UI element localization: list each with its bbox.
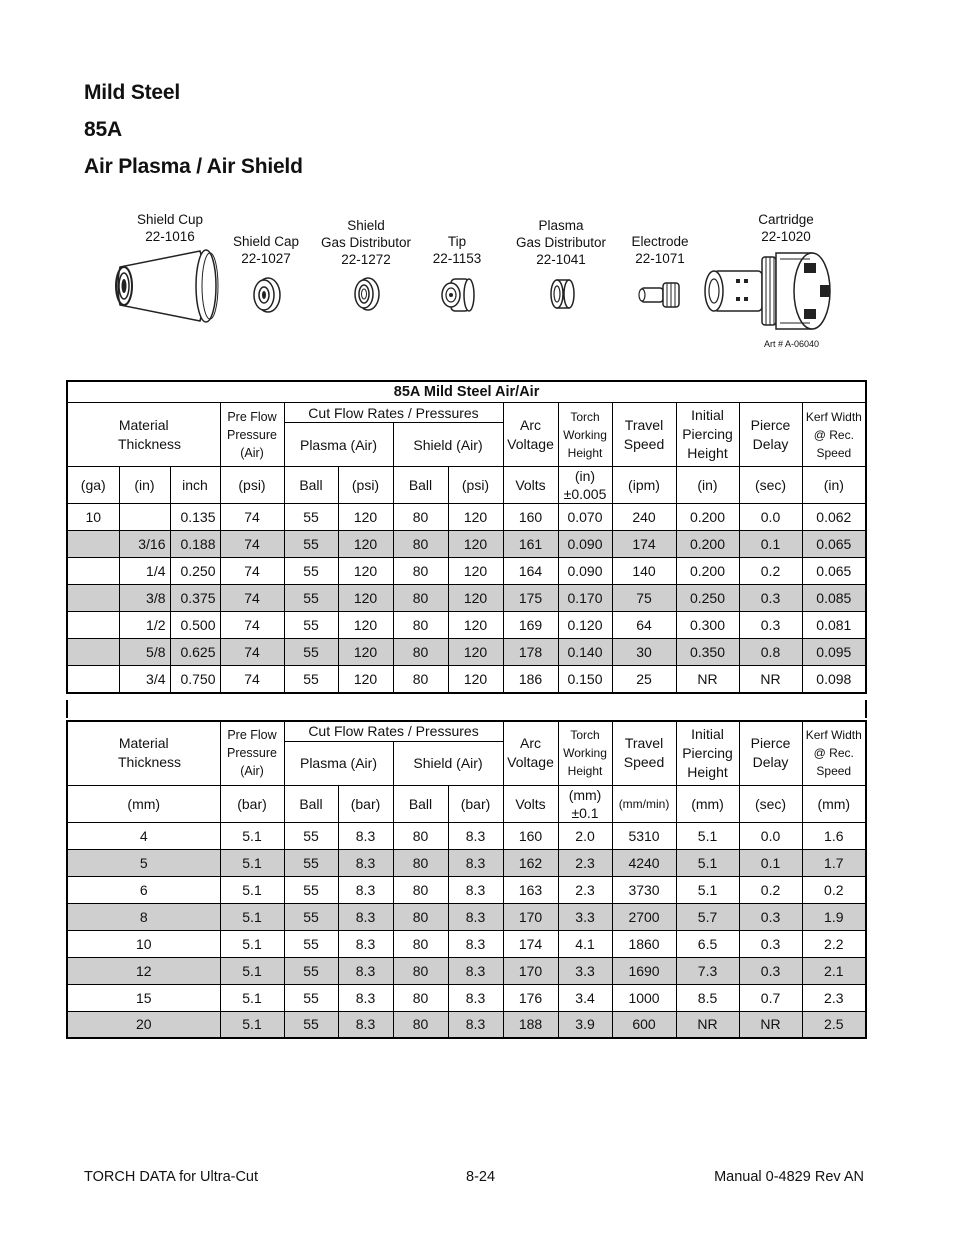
table-row — [67, 984, 866, 1011]
table-cell: 120 — [338, 639, 393, 666]
table-row — [67, 957, 866, 984]
table-cell: 175 — [503, 585, 558, 612]
shield-gas-distributor-image — [346, 274, 386, 314]
table-cell: 55 — [284, 585, 338, 612]
cut-flow-header: Cut Flow Rates / Pressures — [284, 403, 503, 423]
table-cell: 5 — [67, 849, 220, 876]
unit-cell: (mm) — [67, 785, 220, 822]
table-cell: 2.3 — [558, 876, 612, 903]
part-cartridge — [736, 211, 836, 245]
table-cell: 120 — [448, 639, 503, 666]
page-title-gas: Air Plasma / Air Shield — [84, 155, 303, 178]
table-cell: 3.3 — [558, 957, 612, 984]
table-cell: 4.1 — [558, 930, 612, 957]
table-cell: 80 — [393, 612, 448, 639]
unit-cell: (psi) — [448, 467, 503, 504]
table-cell: 120 — [448, 558, 503, 585]
table-cell: 3/4 — [119, 666, 170, 693]
table-cell: 7.3 — [676, 957, 739, 984]
table-cell: 6 — [67, 876, 220, 903]
part-number: 22-1071 — [635, 251, 685, 266]
table-cell: 74 — [220, 504, 284, 531]
table-cell: 8.3 — [338, 1011, 393, 1038]
table-cell: 0.3 — [739, 903, 802, 930]
table-cell: 0.2 — [739, 558, 802, 585]
table-cell: 8 — [67, 903, 220, 930]
table-row — [67, 849, 866, 876]
table-row — [67, 1011, 866, 1038]
table-cell: 0.750 — [170, 666, 220, 693]
unit-cell: (in) ±0.005 — [558, 467, 612, 504]
unit-cell: Ball — [284, 785, 338, 822]
unit-cell: (mm/min) — [612, 785, 676, 822]
table-cell: 64 — [612, 612, 676, 639]
table-cell: 120 — [448, 531, 503, 558]
table-cell: 0.188 — [170, 531, 220, 558]
table-cell: 74 — [220, 639, 284, 666]
material-thickness-header: Material Thickness — [67, 721, 220, 785]
table-cell: 55 — [284, 849, 338, 876]
unit-cell: Volts — [503, 785, 558, 822]
part-number: 22-1041 — [536, 252, 586, 267]
table-cell: 0.3 — [739, 612, 802, 639]
table-cell: 0.8 — [739, 639, 802, 666]
table-cell: 74 — [220, 666, 284, 693]
table-cell: 74 — [220, 531, 284, 558]
kerf-header: Kerf Width @ Rec. Speed — [802, 403, 866, 467]
unit-cell: (bar) — [220, 785, 284, 822]
shield-header: Shield (Air) — [393, 741, 503, 785]
table-cell: 55 — [284, 984, 338, 1011]
unit-cell: (bar) — [338, 785, 393, 822]
table-row — [67, 504, 866, 531]
table-cell: NR — [739, 666, 802, 693]
table-cell: 0.170 — [558, 585, 612, 612]
table-cell — [67, 558, 119, 585]
table-cell: 0.120 — [558, 612, 612, 639]
table-cell: 80 — [393, 876, 448, 903]
unit-cell: Ball — [393, 467, 448, 504]
table-cell: 170 — [503, 957, 558, 984]
table-cell: 12 — [67, 957, 220, 984]
part-name: Tip — [447, 234, 467, 249]
table-cell: 8.3 — [338, 849, 393, 876]
table-cell: 80 — [393, 849, 448, 876]
table-cell: 2.0 — [558, 822, 612, 849]
table-cell: 20 — [67, 1011, 220, 1038]
table-cell: 1/2 — [119, 612, 170, 639]
table-cell: 55 — [284, 1011, 338, 1038]
table-cell: 8.3 — [448, 1011, 503, 1038]
table-cell: 5.1 — [220, 1011, 284, 1038]
part-name: Shield Cap — [232, 234, 300, 249]
table-cell: 55 — [284, 504, 338, 531]
table-cell: 0.350 — [676, 639, 739, 666]
table-cell: 2.1 — [802, 957, 866, 984]
table-cell: 1.7 — [802, 849, 866, 876]
table-cell: 8.3 — [448, 984, 503, 1011]
table-cell: 0.090 — [558, 531, 612, 558]
table-cell: 2700 — [612, 903, 676, 930]
table-cell: 120 — [338, 531, 393, 558]
part-shield-cap — [226, 233, 306, 315]
table-cell: 80 — [393, 984, 448, 1011]
table-cell: 0.0 — [739, 822, 802, 849]
table-row — [67, 930, 866, 957]
table-cell: 0.250 — [676, 585, 739, 612]
table-cell: 74 — [220, 612, 284, 639]
table-cell: 25 — [612, 666, 676, 693]
table-row — [67, 531, 866, 558]
table-cell: 80 — [393, 585, 448, 612]
table-cell: 163 — [503, 876, 558, 903]
electrode-image — [635, 275, 685, 315]
table-cell — [67, 531, 119, 558]
table-spacer — [66, 700, 867, 718]
table-cell: 0.065 — [802, 558, 866, 585]
table-cell: 162 — [503, 849, 558, 876]
table-cell: 120 — [338, 612, 393, 639]
table-cell: 10 — [67, 930, 220, 957]
initial-pierce-header: Initial Piercing Height — [676, 403, 739, 467]
footer-document-title: TORCH DATA for Ultra-Cut — [84, 1169, 259, 1185]
table-cell: 2.3 — [802, 984, 866, 1011]
table-cell: 5.1 — [220, 876, 284, 903]
torch-height-header: Torch Working Height — [558, 721, 612, 785]
table-cell: 178 — [503, 639, 558, 666]
table-cell: 5310 — [612, 822, 676, 849]
part-number: 22-1020 — [761, 229, 811, 244]
part-shield-cup — [100, 211, 240, 327]
table-cell: 0.3 — [739, 585, 802, 612]
table-cell: 1860 — [612, 930, 676, 957]
table-cell: 0.1 — [739, 531, 802, 558]
table-cell: 0.2 — [802, 876, 866, 903]
table-cell: 5.7 — [676, 903, 739, 930]
table-cell — [67, 666, 119, 693]
table-cell: 10 — [67, 504, 119, 531]
table-cell — [67, 585, 119, 612]
part-electrode — [622, 233, 698, 315]
table-cell: 80 — [393, 903, 448, 930]
table-cell: 0.500 — [170, 612, 220, 639]
table-cell: 8.3 — [448, 849, 503, 876]
table-cell: 0.098 — [802, 666, 866, 693]
table-cell: 55 — [284, 876, 338, 903]
pre-flow-header: Pre Flow Pressure (Air) — [220, 403, 284, 467]
table-row — [67, 903, 866, 930]
table-cell: 240 — [612, 504, 676, 531]
table-cell: 30 — [612, 639, 676, 666]
table-row — [67, 666, 866, 693]
table-cell: 5.1 — [220, 957, 284, 984]
table-cell: 8.3 — [448, 930, 503, 957]
table-cell: 8.5 — [676, 984, 739, 1011]
table-title: 85A Mild Steel Air/Air — [67, 381, 866, 403]
table-cell: 80 — [393, 639, 448, 666]
table-cell — [119, 504, 170, 531]
unit-cell: (mm) ±0.1 — [558, 785, 612, 822]
unit-cell: (ipm) — [612, 467, 676, 504]
table-cell — [67, 612, 119, 639]
table-cell: 75 — [612, 585, 676, 612]
table-cell: 3/8 — [119, 585, 170, 612]
table-cell: 0.0 — [739, 504, 802, 531]
table-cell: 0.200 — [676, 531, 739, 558]
table-cell: NR — [676, 1011, 739, 1038]
part-tip — [422, 233, 492, 315]
table-cell: 5.1 — [676, 849, 739, 876]
table-cell: 8.3 — [448, 876, 503, 903]
table-cell: 8.3 — [338, 876, 393, 903]
tip-image — [435, 275, 479, 315]
table-cell: 8.3 — [448, 957, 503, 984]
table-cell: 120 — [448, 612, 503, 639]
plasma-header: Plasma (Air) — [284, 741, 393, 785]
pierce-delay-header: Pierce Delay — [739, 721, 802, 785]
part-name: Shield Cup — [136, 212, 204, 227]
table-cell: 8.3 — [338, 822, 393, 849]
table-cell: 0.200 — [676, 504, 739, 531]
footer-page-number: 8-24 — [466, 1169, 496, 1185]
part-name: Shield Gas Distributor — [320, 218, 412, 250]
table-cell: 55 — [284, 558, 338, 585]
table-row — [67, 585, 866, 612]
table-cell: 3730 — [612, 876, 676, 903]
table-cell: 0.070 — [558, 504, 612, 531]
table-cell: 120 — [448, 585, 503, 612]
table-cell: 80 — [393, 957, 448, 984]
table-cell: 0.065 — [802, 531, 866, 558]
table-cell: 55 — [284, 612, 338, 639]
shield-cap-image — [246, 275, 286, 315]
table-cell: 0.1 — [739, 849, 802, 876]
table-cell: 8.3 — [338, 984, 393, 1011]
unit-cell: (mm) — [802, 785, 866, 822]
plasma-header: Plasma (Air) — [284, 423, 393, 467]
table-cell: 55 — [284, 666, 338, 693]
table-cell: 0.375 — [170, 585, 220, 612]
table-cell: 5.1 — [220, 822, 284, 849]
table-cell: 8.3 — [338, 930, 393, 957]
unit-cell: (in) — [676, 467, 739, 504]
table-cell: 160 — [503, 504, 558, 531]
table-cell: 3.4 — [558, 984, 612, 1011]
table-cell: 2.3 — [558, 849, 612, 876]
table-cell: 4 — [67, 822, 220, 849]
table-cell: 2.2 — [802, 930, 866, 957]
material-thickness-header: Material Thickness — [67, 403, 220, 467]
table-cell: 8.3 — [448, 822, 503, 849]
table-cell: 0.140 — [558, 639, 612, 666]
table-cell: 80 — [393, 1011, 448, 1038]
unit-cell: (mm) — [676, 785, 739, 822]
table-row — [67, 639, 866, 666]
pre-flow-header: Pre Flow Pressure (Air) — [220, 721, 284, 785]
unit-cell: (ga) — [67, 467, 119, 504]
part-number: 22-1272 — [341, 252, 391, 267]
table-cell: 55 — [284, 903, 338, 930]
table-cell: 55 — [284, 639, 338, 666]
travel-speed-header: Travel Speed — [612, 403, 676, 467]
footer-manual-number: Manual 0-4829 Rev AN — [714, 1169, 864, 1185]
table-cell: 80 — [393, 558, 448, 585]
table-cell: 80 — [393, 822, 448, 849]
table-cell: 5.1 — [220, 984, 284, 1011]
part-number: 22-1016 — [145, 229, 195, 244]
table-cell: 0.081 — [802, 612, 866, 639]
pierce-delay-header: Pierce Delay — [739, 403, 802, 467]
unit-cell: (psi) — [220, 467, 284, 504]
table-cell: 1690 — [612, 957, 676, 984]
table-cell: 5.1 — [220, 849, 284, 876]
table-cell: 0.250 — [170, 558, 220, 585]
unit-cell: Volts — [503, 467, 558, 504]
table-cell: 161 — [503, 531, 558, 558]
table-row — [67, 612, 866, 639]
page-title-amperage: 85A — [84, 118, 122, 141]
table-cell: 55 — [284, 930, 338, 957]
table-cell: 3.9 — [558, 1011, 612, 1038]
page-title-material: Mild Steel — [84, 81, 181, 104]
table-row — [67, 558, 866, 585]
table-cell: 15 — [67, 984, 220, 1011]
table-cell: 1.6 — [802, 822, 866, 849]
part-plasma-gas-distributor — [506, 217, 616, 314]
table-cell — [67, 639, 119, 666]
unit-cell: (in) — [119, 467, 170, 504]
arc-voltage-header: Arc Voltage — [503, 721, 558, 785]
table-cell: 120 — [338, 666, 393, 693]
unit-cell: (sec) — [739, 467, 802, 504]
table-cell: 1000 — [612, 984, 676, 1011]
table-cell: 0.200 — [676, 558, 739, 585]
unit-cell: (sec) — [739, 785, 802, 822]
table-cell: 80 — [393, 531, 448, 558]
table-cell: 5.1 — [220, 930, 284, 957]
table-cell: 0.300 — [676, 612, 739, 639]
table-cell: 5.1 — [220, 903, 284, 930]
unit-cell: Ball — [393, 785, 448, 822]
unit-cell: inch — [170, 467, 220, 504]
table-cell: 8.3 — [338, 957, 393, 984]
table-cell: 0.090 — [558, 558, 612, 585]
table-cell: 3.3 — [558, 903, 612, 930]
table-cell: 55 — [284, 822, 338, 849]
table-cell: 80 — [393, 930, 448, 957]
part-name: Plasma Gas Distributor — [515, 218, 607, 250]
table-cell: 55 — [284, 957, 338, 984]
table-cell: 4240 — [612, 849, 676, 876]
table-cell: 0.085 — [802, 585, 866, 612]
cartridge-image — [700, 245, 840, 337]
table-cell: 3/16 — [119, 531, 170, 558]
table-cell: 0.3 — [739, 930, 802, 957]
travel-speed-header: Travel Speed — [612, 721, 676, 785]
table-cell: 0.3 — [739, 957, 802, 984]
table-cell: 176 — [503, 984, 558, 1011]
table-cell: 55 — [284, 531, 338, 558]
table-cell: 5/8 — [119, 639, 170, 666]
shield-cup-image — [110, 245, 230, 327]
table-cell: 5.1 — [676, 822, 739, 849]
table-cell: 0.062 — [802, 504, 866, 531]
part-number: 22-1027 — [241, 251, 291, 266]
shield-header: Shield (Air) — [393, 423, 503, 467]
table-cell: NR — [676, 666, 739, 693]
table-cell: 174 — [612, 531, 676, 558]
part-shield-gas-distributor — [312, 217, 420, 314]
table-cell: 8.3 — [448, 903, 503, 930]
table-cell: 1/4 — [119, 558, 170, 585]
arc-voltage-header: Arc Voltage — [503, 403, 558, 467]
table-cell: 80 — [393, 666, 448, 693]
cut-flow-header: Cut Flow Rates / Pressures — [284, 721, 503, 741]
table-cell: 120 — [338, 585, 393, 612]
table-cell: 0.7 — [739, 984, 802, 1011]
table-cell: 6.5 — [676, 930, 739, 957]
unit-cell: (in) — [802, 467, 866, 504]
table-cell: 0.095 — [802, 639, 866, 666]
table-cell: 160 — [503, 822, 558, 849]
table-cell: 5.1 — [676, 876, 739, 903]
unit-cell: (psi) — [338, 467, 393, 504]
table-cell: 169 — [503, 612, 558, 639]
table-cell: 186 — [503, 666, 558, 693]
table-cell: 188 — [503, 1011, 558, 1038]
imperial-cut-chart — [66, 380, 867, 694]
plasma-gas-distributor-image — [541, 274, 581, 314]
table-cell: 80 — [393, 504, 448, 531]
torch-height-header: Torch Working Height — [558, 403, 612, 467]
table-cell: 120 — [338, 504, 393, 531]
table-cell: 0.135 — [170, 504, 220, 531]
table-cell: 174 — [503, 930, 558, 957]
part-number: 22-1153 — [432, 251, 482, 266]
table-cell: 120 — [448, 504, 503, 531]
table-cell: 170 — [503, 903, 558, 930]
kerf-header: Kerf Width @ Rec. Speed — [802, 721, 866, 785]
unit-cell: (bar) — [448, 785, 503, 822]
table-cell: 0.150 — [558, 666, 612, 693]
table-cell: 8.3 — [338, 903, 393, 930]
metric-cut-chart — [66, 720, 867, 1039]
table-cell: 0.625 — [170, 639, 220, 666]
table-cell: NR — [739, 1011, 802, 1038]
table-cell: 2.5 — [802, 1011, 866, 1038]
table-cell: 140 — [612, 558, 676, 585]
unit-cell: Ball — [284, 467, 338, 504]
table-cell: 0.2 — [739, 876, 802, 903]
part-name: Electrode — [631, 234, 689, 249]
table-row — [67, 876, 866, 903]
table-cell: 164 — [503, 558, 558, 585]
part-name: Cartridge — [758, 212, 814, 227]
table-cell: 74 — [220, 558, 284, 585]
art-number: Art # A-06040 — [764, 339, 820, 349]
table-cell: 120 — [448, 666, 503, 693]
table-cell: 74 — [220, 585, 284, 612]
initial-pierce-header: Initial Piercing Height — [676, 721, 739, 785]
table-row — [67, 822, 866, 849]
table-cell: 1.9 — [802, 903, 866, 930]
table-cell: 120 — [338, 558, 393, 585]
table-cell: 600 — [612, 1011, 676, 1038]
